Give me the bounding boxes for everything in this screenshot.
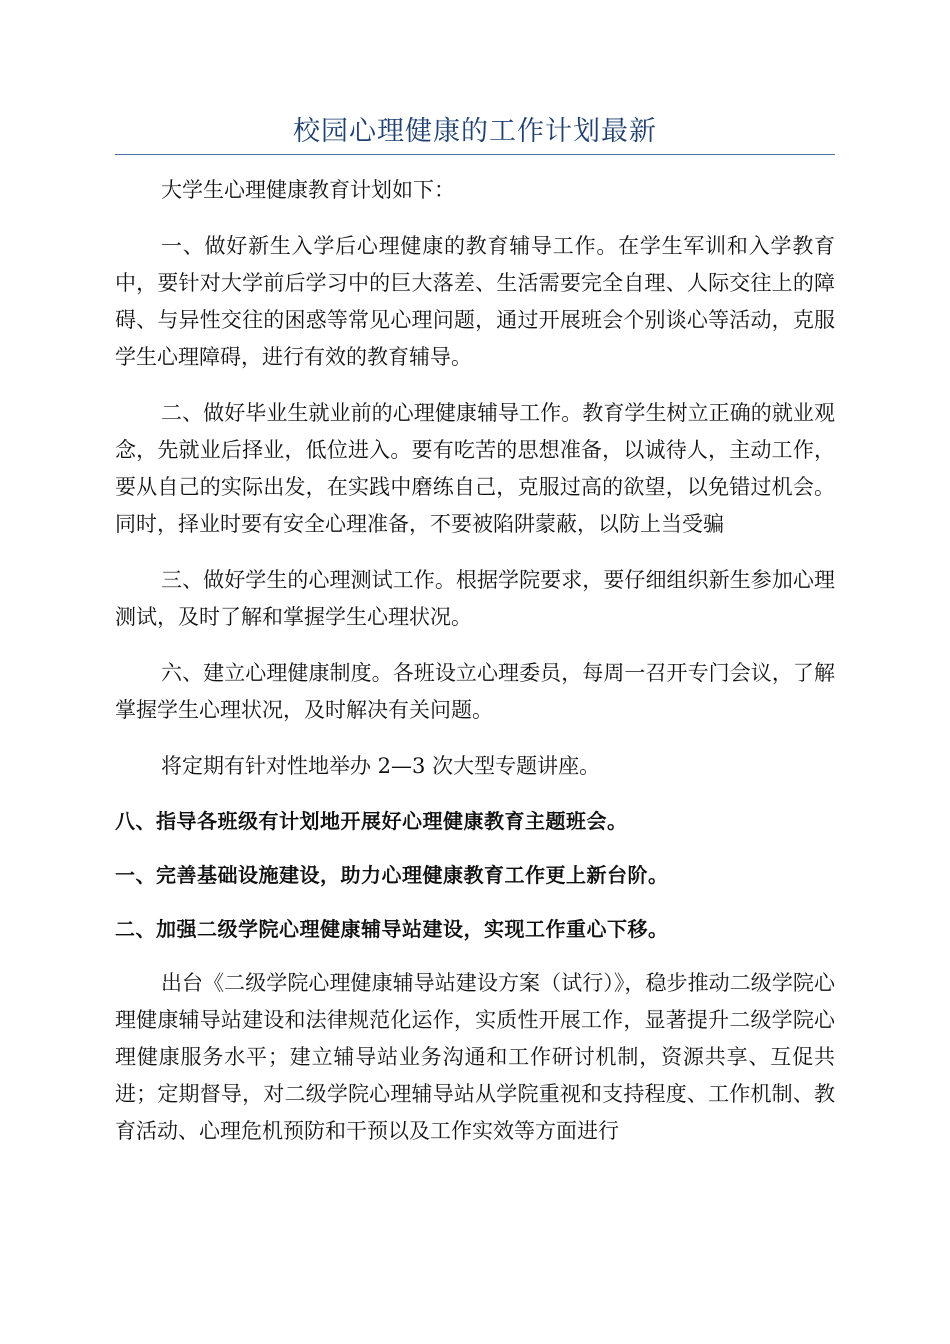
heading-counseling-stations: 二、加强二级学院心理健康辅导站建设，实现工作重心下移。 bbox=[115, 917, 669, 941]
paragraph-new-students: 一、做好新生入学后心理健康的教育辅导工作。在学生军训和入学教育中，要针对大学前后学习中的巨大落差、生活需要完全自理、人际交往上的障碍、与异性交往的困惑等常见心理问题，通过开展班会个别谈心等活动，克服学生心理障碍，进行有效的教育辅导。 bbox=[115, 234, 835, 369]
document-body bbox=[115, 172, 835, 1169]
document-title: 校园心理健康的工作计划最新 bbox=[293, 116, 657, 147]
heading-infrastructure: 一、完善基础设施建设，助力心理健康教育工作更上新台阶。 bbox=[115, 863, 669, 887]
paragraph-psych-test: 三、做好学生的心理测试工作。根据学院要求，要仔细组织新生参加心理测试，及时了解和掌握学生心理状况。 bbox=[115, 568, 835, 629]
paragraph-intro: 大学生心理健康教育计划如下： bbox=[161, 178, 455, 202]
title-underline bbox=[115, 154, 835, 155]
paragraph-graduates: 二、做好毕业生就业前的心理健康辅导工作。教育学生树立正确的就业观念，先就业后择业，低位进入。要有吃苦的思想准备，以诚待人，主动工作，要从自己的实际出发，在实践中磨练自己，克服过高的欲望，以免错过机会。同时，择业时要有安全心理准备，不要被陷阱蒙蔽，以防上当受骗 bbox=[115, 401, 835, 536]
paragraph-lectures: 将定期有针对性地举办 2—3 次大型专题讲座。 bbox=[161, 754, 601, 778]
paragraph-system: 六、建立心理健康制度。各班设立心理委员，每周一召开专门会议，了解掌握学生心理状况，及时解决有关问题。 bbox=[115, 661, 835, 722]
paragraph-station-plan: 出台《二级学院心理健康辅导站建设方案（试行）》，稳步推动二级学院心理健康辅导站建设和法律规范化运作，实质性开展工作，显著提升二级学院心理健康服务水平；建立辅导站业务沟通和工作研讨机制，资源共享、互促共进；定期督导，对二级学院心理辅导站从学院重视和支持程度、工作机制、教育活动、心理危机预防和干预以及工作实效等方面进行 bbox=[115, 971, 835, 1143]
heading-class-meetings: 八、指导各班级有计划地开展好心理健康教育主题班会。 bbox=[115, 809, 628, 833]
